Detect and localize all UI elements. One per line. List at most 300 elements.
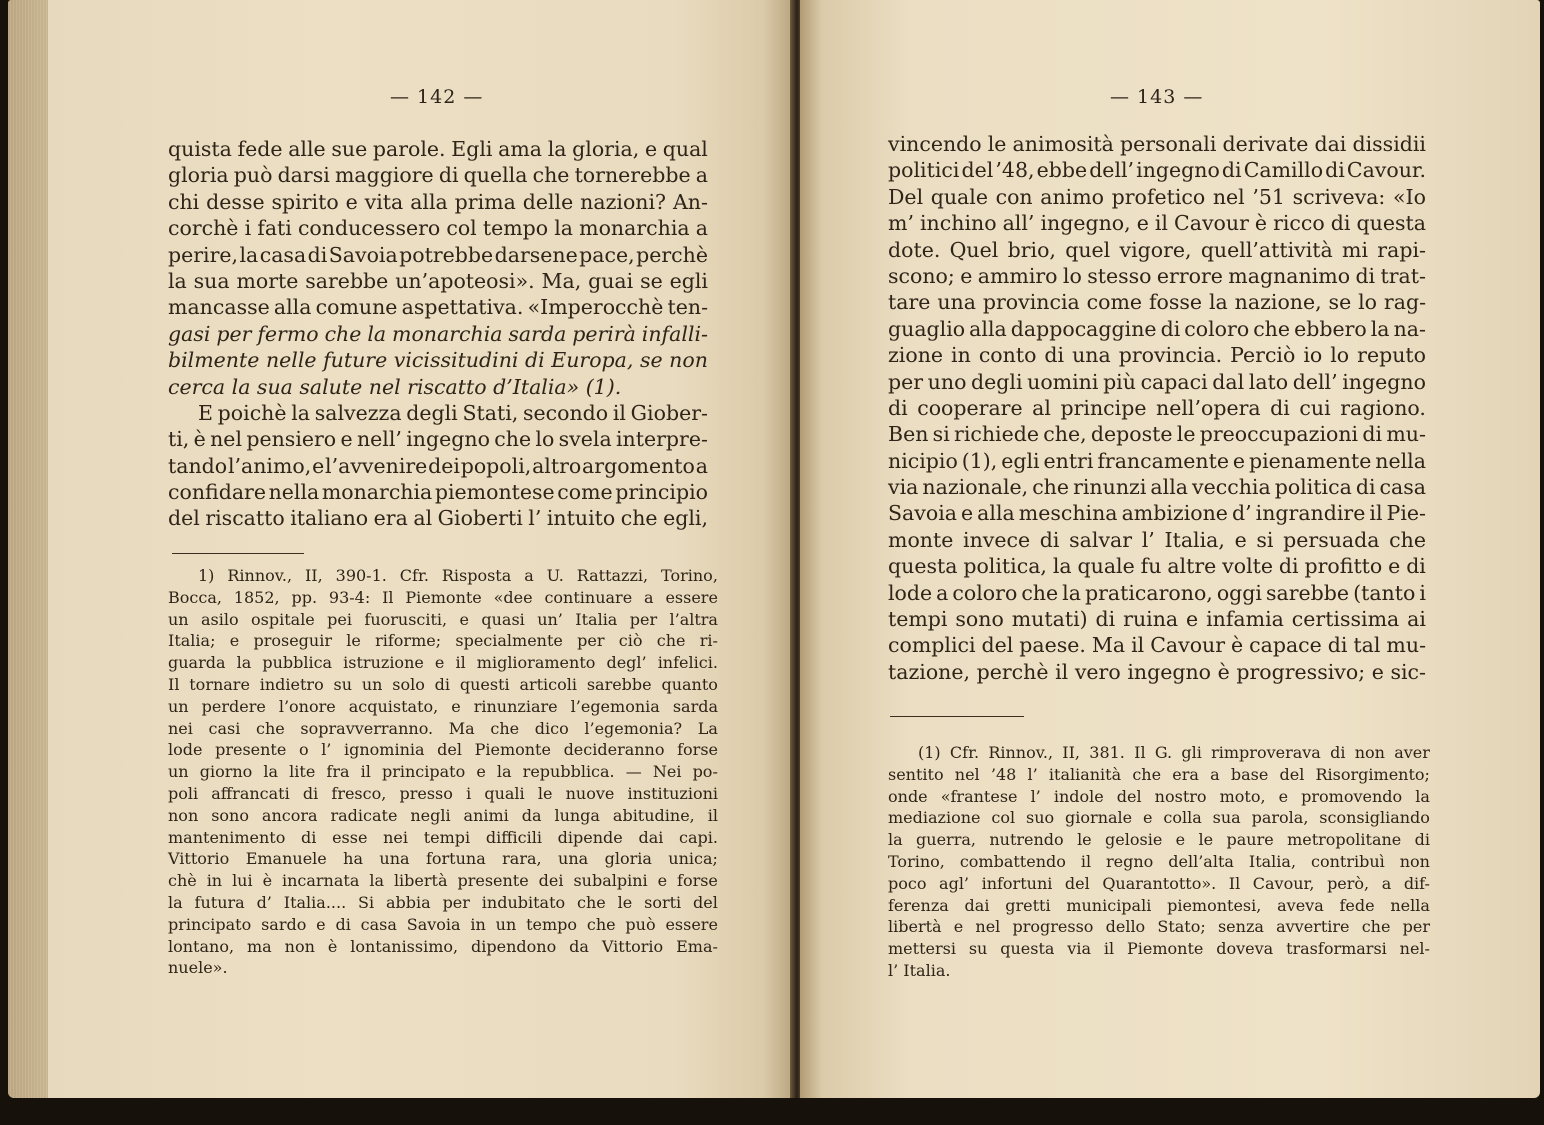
word: dappocaggine: [1010, 316, 1157, 341]
word: casi: [208, 718, 241, 738]
footnote-text: [888, 895, 1430, 917]
footnote-line: [888, 960, 1430, 982]
word: zione: [888, 343, 944, 368]
word: a: [936, 580, 949, 605]
word: forse: [677, 740, 718, 760]
word: Nei: [652, 762, 682, 782]
word: inchino: [920, 211, 997, 236]
word: avvertire: [1276, 917, 1350, 937]
word: promovendo: [1301, 786, 1403, 806]
word: l’: [321, 740, 332, 760]
word: la: [1062, 580, 1081, 605]
word: l’onore: [278, 696, 336, 716]
word: indole: [1053, 786, 1104, 806]
word: ammiro: [977, 263, 1058, 288]
word: gloria,: [572, 137, 640, 161]
word: tornare: [189, 674, 250, 694]
word: ospitale: [251, 609, 315, 629]
footnote-line: [168, 870, 718, 892]
word: presente: [457, 871, 529, 891]
word: mu-: [1386, 422, 1426, 447]
word: l’egemonia: [570, 696, 660, 716]
word: un: [361, 674, 383, 694]
word: monarchia: [321, 480, 433, 505]
word: guerra,: [916, 830, 976, 850]
word: rimproverava: [1211, 743, 1321, 762]
word: aspettativa.: [401, 295, 524, 320]
word: Ma: [448, 718, 475, 738]
word: Egli: [451, 137, 493, 161]
line-text: [888, 157, 1426, 183]
word: monte: [888, 527, 954, 552]
word: ragiono.: [1340, 395, 1426, 420]
word: chè: [168, 871, 197, 891]
word: corchè: [168, 216, 239, 241]
footnote-line: [168, 652, 718, 674]
word: persuada: [1283, 527, 1380, 552]
word: principe: [1060, 395, 1147, 420]
word: Vittorio: [168, 849, 230, 869]
word: Torino,: [661, 566, 718, 585]
word: via: [1067, 939, 1091, 959]
word: radicate: [330, 805, 398, 825]
footnote-line: [168, 761, 718, 783]
word: il: [612, 400, 626, 425]
word: gelosie: [1105, 830, 1163, 850]
word: tempo: [526, 914, 578, 934]
word: più: [1103, 369, 1136, 394]
word: mutati): [1011, 607, 1088, 632]
word: agl’: [939, 873, 970, 893]
word: con: [995, 184, 1033, 209]
word: sarda: [508, 321, 567, 346]
word: E: [198, 400, 213, 425]
line-text: [168, 505, 708, 531]
word: Cavour,: [1252, 873, 1315, 893]
word: che: [577, 892, 606, 912]
footnote-text: [168, 805, 718, 827]
word: ciò: [618, 631, 643, 651]
word: miglioramento: [476, 653, 596, 673]
word: capaci: [1140, 369, 1208, 394]
word: morte: [236, 268, 299, 293]
word: sarebbe: [1266, 580, 1350, 605]
footnote-text: [888, 851, 1430, 873]
word: se: [1328, 290, 1352, 315]
line-text: [888, 659, 1426, 685]
text-line: [888, 500, 1426, 526]
line-text: [168, 321, 708, 347]
word: asilo: [201, 609, 239, 629]
word: del: [693, 892, 718, 912]
line-text: [888, 606, 1426, 632]
word: ingegno: [406, 427, 490, 452]
text-line: [888, 553, 1426, 579]
word: forse: [677, 871, 718, 891]
word: questa: [1356, 211, 1426, 236]
word: via: [888, 475, 919, 500]
word: lontanissimo,: [350, 936, 459, 956]
word: derivate: [1222, 132, 1309, 156]
word: del: [1279, 764, 1305, 784]
word: nuove: [565, 783, 615, 803]
line-text: [888, 527, 1426, 553]
word: repubblica.: [522, 762, 615, 782]
word: decideranno: [563, 740, 665, 760]
word: che: [620, 506, 658, 531]
word: casa: [360, 914, 397, 934]
word: giornale: [1065, 808, 1133, 828]
text-line: [888, 184, 1426, 210]
word: parola,: [1251, 808, 1309, 828]
word: e: [657, 871, 668, 891]
text-line: [888, 157, 1426, 183]
word: politica: [1274, 475, 1352, 500]
word: il: [1080, 851, 1092, 871]
footnote-line: [168, 587, 718, 609]
word: (1),: [961, 448, 998, 473]
word: nel: [210, 427, 243, 452]
word: meschina: [1018, 501, 1118, 526]
text-line: [168, 505, 708, 531]
word: (1): [918, 743, 941, 762]
left-footnote: [168, 565, 718, 979]
word: specialmente: [455, 631, 563, 651]
word: per: [629, 609, 658, 629]
text-line: [168, 479, 708, 505]
word: 1): [198, 566, 215, 585]
text-line: [888, 316, 1426, 342]
word: pensiero: [246, 427, 337, 452]
word: può: [233, 163, 273, 188]
word: Vittorio: [601, 936, 664, 956]
word: animo: [1040, 184, 1104, 209]
line-text: [888, 580, 1426, 606]
word: fosse: [1148, 290, 1203, 315]
word: che: [1389, 527, 1426, 552]
word: Savoia: [328, 242, 398, 267]
word: e: [960, 263, 973, 288]
word: per: [577, 631, 605, 651]
footnote-line: [168, 696, 718, 718]
word: tornerebbe: [574, 163, 691, 188]
word: di: [1160, 316, 1181, 341]
word: oggi: [1216, 580, 1262, 605]
word: principio: [615, 480, 708, 505]
word: del: [168, 506, 200, 531]
word: l’egemonia?: [584, 718, 683, 738]
word: conducessero: [297, 216, 441, 241]
word: dello: [1105, 917, 1146, 937]
footnote-line: [168, 936, 718, 958]
word: degl’: [606, 653, 647, 673]
word: suo: [1026, 808, 1055, 828]
word: per: [216, 321, 252, 346]
word: esse: [332, 827, 368, 847]
word: volte: [1222, 554, 1274, 579]
word: come: [557, 480, 613, 505]
word: Italia....: [283, 892, 347, 912]
word: le: [1176, 422, 1196, 447]
line-text: [888, 369, 1426, 395]
word: lunga: [554, 805, 600, 825]
word: politici: [888, 158, 960, 183]
word: che: [256, 718, 285, 738]
word: tal: [1353, 633, 1381, 658]
word: ’48: [990, 764, 1017, 784]
word: il: [1103, 939, 1115, 959]
word: e: [434, 653, 445, 673]
line-text: [168, 136, 708, 162]
word: future: [323, 348, 388, 373]
word: col: [991, 808, 1016, 828]
page-number-left: — 142 —: [390, 86, 484, 108]
word: indietro: [259, 674, 324, 694]
left-body-text: [168, 136, 708, 532]
word: potrebbe: [399, 242, 494, 267]
word: quasi: [481, 609, 525, 629]
footnote-line: [168, 718, 718, 740]
line-text: [168, 453, 708, 479]
word: na-: [1393, 316, 1426, 341]
left-page: [8, 0, 794, 1098]
word: i: [466, 783, 472, 803]
word: alla: [977, 501, 1015, 526]
word: Ben: [888, 422, 929, 447]
word: le: [617, 892, 633, 912]
line-text: [888, 553, 1426, 579]
footnote-text: [168, 848, 718, 870]
word: e: [451, 696, 461, 716]
word: sic-: [1390, 659, 1426, 684]
word: lode: [888, 580, 933, 605]
word: Savoia: [888, 501, 957, 526]
word: proseguir: [253, 631, 332, 651]
word: era: [1172, 764, 1199, 784]
word: quella: [463, 163, 528, 188]
word: l’: [1027, 764, 1038, 784]
word: deposte: [1090, 422, 1173, 447]
word: Cavour: [1174, 211, 1249, 236]
line-text: [888, 184, 1426, 210]
word: lite: [289, 762, 316, 782]
word: sarebbe: [586, 674, 652, 694]
word: ama: [498, 137, 543, 161]
word: di: [307, 242, 328, 267]
word: non: [284, 936, 315, 956]
word: regno: [1106, 851, 1154, 871]
word: Giober-: [630, 400, 708, 425]
word: fortuna: [425, 849, 486, 869]
word: questa: [888, 554, 958, 579]
word: essere: [665, 914, 718, 934]
word: Stato;: [1157, 917, 1206, 937]
word: sconsigliando: [1319, 808, 1430, 828]
word: La: [697, 718, 718, 738]
word: del: [437, 740, 462, 760]
word: il: [455, 653, 466, 673]
word: rapi-: [1377, 237, 1426, 262]
word: Rattazzi,: [576, 566, 649, 585]
word: l’: [528, 506, 542, 531]
word: essere: [665, 587, 718, 607]
text-line: [888, 210, 1426, 236]
word: 390-1.: [335, 566, 387, 585]
word: dico: [534, 718, 569, 738]
word: di: [1362, 422, 1383, 447]
word: praticarono,: [1084, 580, 1213, 605]
word: ai: [1407, 607, 1426, 632]
word: dell’: [1292, 369, 1338, 394]
word: Italia;: [168, 631, 216, 651]
word: nel: [1212, 184, 1245, 209]
word: pienamente: [1248, 448, 1372, 473]
word: tando: [168, 453, 228, 478]
word: italianità: [1048, 764, 1122, 784]
word: ha: [343, 849, 363, 869]
word: lui: [232, 871, 253, 891]
word: la: [369, 871, 384, 891]
word: uno: [927, 369, 967, 394]
word: la: [168, 268, 187, 293]
word: che: [324, 321, 362, 346]
text-line: [168, 136, 708, 162]
word: e: [1232, 448, 1246, 473]
word: a: [695, 163, 708, 188]
word: fu: [1140, 554, 1162, 579]
word: brio,: [1007, 237, 1056, 262]
word: l’: [1030, 786, 1041, 806]
word: in: [470, 914, 486, 934]
word: principato: [381, 762, 466, 782]
word: infortuni: [981, 873, 1053, 893]
word: ’51: [1252, 184, 1285, 209]
word: ma: [246, 936, 272, 956]
word: fresco,: [331, 783, 387, 803]
word: e: [1143, 808, 1153, 828]
word: argomento: [582, 453, 695, 478]
page-edges: [8, 0, 48, 1098]
line-text: [168, 189, 708, 215]
word: piemontesi,: [1167, 895, 1262, 915]
word: darsene: [494, 242, 578, 267]
word: sue: [331, 137, 368, 161]
word: nella: [1390, 895, 1430, 915]
footnote-text: [168, 936, 718, 958]
word: Cavour: [1150, 633, 1226, 658]
word: paure: [1226, 830, 1274, 850]
footnote-text: [168, 892, 718, 914]
line-text: [888, 395, 1426, 421]
footnote-line: [168, 848, 718, 870]
footnote-text: [168, 652, 718, 674]
word: reputo: [1357, 343, 1426, 368]
word: futura: [194, 892, 245, 912]
word: lo: [1330, 343, 1350, 368]
word: Ema-: [676, 936, 718, 956]
footnote-text: [888, 764, 1430, 786]
word: po-: [692, 762, 718, 782]
word: gretti: [1005, 895, 1051, 915]
word: libertà: [393, 871, 448, 891]
right-body-text: [888, 131, 1426, 685]
word: unica;: [668, 849, 718, 869]
word: la: [291, 400, 310, 425]
word: presente: [215, 740, 287, 760]
word: mantenimento: [168, 827, 286, 847]
footnote-text: [888, 916, 1430, 938]
word: Europa,: [551, 348, 634, 373]
word: tempo: [482, 216, 549, 241]
word: aver: [1394, 743, 1430, 762]
word: al: [1032, 395, 1051, 420]
line-text: [888, 263, 1426, 289]
line-text: [168, 347, 708, 373]
word: che: [586, 914, 616, 934]
word: combattendo: [959, 851, 1066, 871]
word: e: [1175, 830, 1186, 850]
word: vero: [1074, 659, 1121, 684]
word: instituzioni: [627, 783, 718, 803]
word: del: [1064, 873, 1090, 893]
word: alla: [410, 189, 448, 214]
word: Torino,: [888, 851, 945, 871]
word: fede: [237, 137, 283, 161]
word: dell’: [1089, 158, 1135, 183]
word: continuare: [544, 587, 633, 607]
word: un: [168, 762, 189, 782]
word: conto: [978, 343, 1037, 368]
word: degli: [971, 369, 1023, 394]
word: U.: [546, 566, 564, 585]
word: quel: [1065, 237, 1111, 262]
word: il: [1154, 211, 1168, 236]
word: di: [1270, 395, 1290, 420]
word: nella: [1375, 448, 1426, 473]
word: ambizione: [1121, 501, 1228, 526]
word: egli: [1001, 448, 1040, 473]
word: un: [168, 696, 189, 716]
word: Rinnov.,: [227, 566, 293, 585]
word: Il: [1228, 873, 1241, 893]
footnote-line: [168, 674, 718, 696]
footnote-text: [168, 718, 718, 740]
word: tempi: [888, 607, 948, 632]
word: che: [1253, 316, 1291, 341]
word: nutrendo: [989, 830, 1064, 850]
text-line: [888, 395, 1426, 421]
word: nazioni?: [580, 189, 667, 214]
word: «Imperocchè: [527, 295, 664, 320]
word: una: [558, 849, 589, 869]
word: fra: [326, 762, 350, 782]
word: i: [1419, 580, 1426, 605]
word: che: [494, 427, 532, 452]
word: alla: [273, 295, 312, 320]
word: affrancati: [211, 783, 290, 803]
word: egli,: [663, 506, 708, 531]
word: lo: [535, 427, 555, 452]
line-text: [888, 210, 1426, 236]
word: del: [1116, 786, 1142, 806]
word: e: [312, 453, 325, 478]
word: 381.: [1089, 743, 1125, 762]
word: comune: [315, 295, 398, 320]
word: quell’attività: [1200, 237, 1333, 262]
word: dell’alta: [1168, 851, 1234, 871]
word: per: [442, 892, 470, 912]
word: lode: [168, 740, 203, 760]
